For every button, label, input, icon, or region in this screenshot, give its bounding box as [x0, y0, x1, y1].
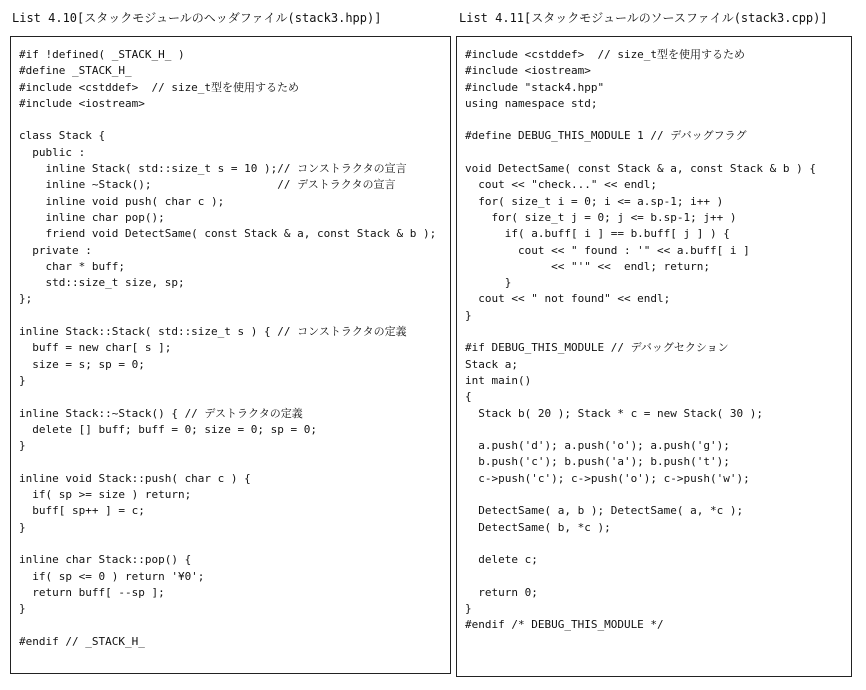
code-line: return 0; [465, 585, 538, 599]
code-line: cout << " found : '" << a.buff[ i ] [465, 243, 750, 257]
code-line: #if !defined( _STACK_H_ ) [19, 48, 185, 61]
code-line: if( sp >= size ) return; [19, 488, 192, 502]
code-line: if( sp <= 0 ) return '¥0'; [19, 569, 205, 583]
code-line: inline char Stack::pop() { [19, 553, 192, 567]
code-line: #include <cstddef> // size_t型を使用するため [465, 48, 746, 61]
code-line: public : [19, 145, 86, 159]
code-line: buff = new char[ s ]; [19, 341, 172, 355]
code-line: class Stack { [19, 129, 106, 143]
code-line [19, 112, 436, 128]
code-line [19, 454, 436, 470]
code-line: } [19, 602, 26, 616]
code-line: } [19, 520, 26, 534]
code-line: #define DEBUG_THIS_MODULE 1 // デバッグフラグ [465, 129, 747, 143]
code-line: for( size_t i = 0; i <= a.sp-1; i++ ) [465, 194, 724, 208]
code-line: delete [] buff; buff = 0; size = 0; sp = 0; [19, 422, 318, 436]
code-line: } [465, 308, 472, 322]
code-line [465, 487, 816, 503]
code-line: inline ~Stack(); // デストラクタの宣言 [19, 178, 396, 192]
code-line: { [465, 390, 472, 404]
code-line: }; [19, 292, 33, 306]
code-line: #include <cstddef> // size_t型を使用するため [19, 80, 300, 94]
code-line: } [465, 276, 512, 290]
code-line: return buff[ --sp ]; [19, 585, 165, 599]
code-line [465, 422, 816, 438]
left-code-listing [10, 36, 451, 674]
code-line: delete c; [465, 553, 538, 567]
code-line [19, 617, 436, 633]
code-line: << "'" << endl; return; [465, 259, 711, 273]
code-line: b.push('c'); b.push('a'); b.push('t'); [465, 455, 730, 469]
right-code-block [465, 47, 816, 634]
code-line [465, 569, 816, 585]
right-listing-caption: List 4.11[スタックモジュールのソースファイル(stack3.cpp)] [459, 11, 828, 25]
code-line: } [19, 373, 26, 387]
code-line: #include "stack4.hpp" [465, 80, 605, 94]
code-line: void DetectSame( const Stack & a, const Stack & b ) { [465, 162, 816, 176]
code-line: DetectSame( b, *c ); [465, 520, 611, 534]
code-line: private : [19, 243, 92, 257]
code-line: DetectSame( a, b ); DetectSame( a, *c ); [465, 504, 744, 518]
code-line [465, 145, 816, 161]
code-line: inline Stack::Stack( std::size_t s ) { // コンストラクタの定義 [19, 325, 407, 339]
code-line: for( size_t j = 0; j <= b.sp-1; j++ ) [465, 210, 737, 224]
code-line [19, 389, 436, 405]
code-line [465, 536, 816, 552]
code-line: #define _STACK_H_ [19, 64, 132, 78]
code-line: inline Stack::~Stack() { // デストラクタの定義 [19, 406, 303, 420]
code-line: #include <iostream> [19, 96, 145, 110]
code-line: inline void Stack::push( char c ) { [19, 471, 251, 485]
code-line: a.push('d'); a.push('o'); a.push('g'); [465, 439, 730, 453]
code-line: #endif /* DEBUG_THIS_MODULE */ [465, 618, 664, 632]
code-line: buff[ sp++ ] = c; [19, 504, 145, 518]
code-line: inline char pop(); [19, 210, 165, 224]
code-line: cout << " not found" << endl; [465, 292, 671, 306]
code-line: #endif // _STACK_H_ [19, 634, 145, 648]
code-line: cout << "check..." << endl; [465, 178, 658, 192]
code-line: Stack a; [465, 357, 518, 371]
left-listing-caption: List 4.10[スタックモジュールのヘッダファイル(stack3.hpp)] [12, 11, 382, 25]
code-line: #if DEBUG_THIS_MODULE // デバッグセクション [465, 341, 729, 355]
code-line: inline Stack( std::size_t s = 10 );// コンストラクタの宣言 [19, 162, 407, 176]
code-line [19, 308, 436, 324]
code-line: size = s; sp = 0; [19, 357, 145, 371]
right-code-listing [456, 36, 852, 677]
code-line: c->push('c'); c->push('o'); c->push('w'); [465, 471, 750, 485]
code-line: Stack b( 20 ); Stack * c = new Stack( 30 ); [465, 406, 764, 420]
left-code-block [19, 47, 436, 650]
code-line: #include <iostream> [465, 64, 591, 78]
code-line [19, 536, 436, 552]
code-line: inline void push( char c ); [19, 194, 225, 208]
code-line: std::size_t size, sp; [19, 276, 185, 290]
code-line: friend void DetectSame( const Stack & a, const Stack & b ); [19, 227, 437, 241]
code-line [465, 324, 816, 340]
code-line: } [465, 602, 472, 616]
code-line: if( a.buff[ i ] == b.buff[ j ] ) { [465, 227, 730, 241]
code-line: char * buff; [19, 259, 125, 273]
code-line: } [19, 439, 26, 453]
code-line: using namespace std; [465, 96, 598, 110]
code-line: int main() [465, 373, 532, 387]
code-line [465, 112, 816, 128]
